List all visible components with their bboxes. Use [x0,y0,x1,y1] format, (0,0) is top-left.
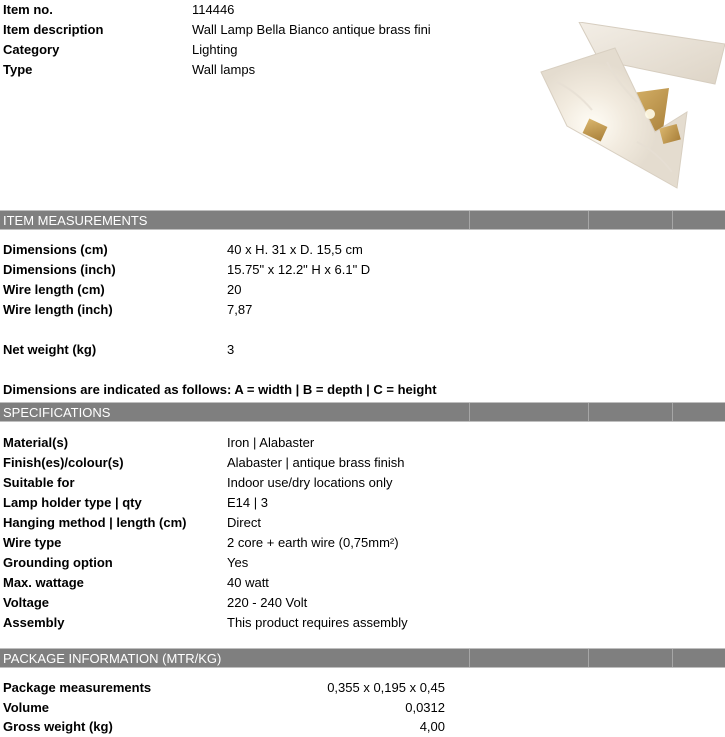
spec-row [0,573,725,593]
spec-value: Iron | Alabaster [227,435,315,450]
dimensions-inch-label: Dimensions (inch) [3,262,116,277]
wire-length-inch-label: Wire length (inch) [3,302,113,317]
measurement-row [0,240,725,260]
spec-value: Yes [227,555,249,570]
spec-row [0,593,725,613]
spec-label: Suitable for [3,475,75,490]
section-header-measurements [0,210,725,230]
spec-row [0,493,725,513]
spec-label: Lamp holder type | qty [3,495,142,510]
package-row [0,678,725,698]
net-weight-row [0,340,725,360]
dimensions-inch-value: 15.75" x 12.2" H x 6.1" D [227,262,371,277]
product-image [537,22,725,190]
package-row [0,717,725,737]
spec-value: 2 core + earth wire (0,75mm²) [227,535,399,550]
spec-value: 40 watt [227,575,269,590]
package-value: 4,00 [419,719,445,734]
bulb-glow [645,109,655,119]
dimensions-cm-label: Dimensions (cm) [3,242,108,257]
spec-label: Assembly [3,615,65,630]
dimensions-note: Dimensions are indicated as follows: A = width | B = depth | C = height [3,382,437,397]
package-label: Volume [3,700,49,715]
item-description-value: Wall Lamp Bella Bianco antique brass fini [192,22,431,37]
section-header-package [0,648,725,668]
header-row-item-no [0,0,725,20]
measurement-row [0,280,725,300]
dimensions-cm-value: 40 x H. 31 x D. 15,5 cm [227,242,363,257]
section-header-specifications [0,402,725,422]
category-label: Category [3,42,60,57]
item-description-label: Item description [3,22,104,37]
measurement-row [0,300,725,320]
spec-value: Indoor use/dry locations only [227,475,393,490]
spec-row [0,553,725,573]
spec-label: Hanging method | length (cm) [3,515,187,530]
spec-label: Max. wattage [3,575,84,590]
spec-value: This product requires assembly [227,615,408,630]
spec-label: Finish(es)/colour(s) [3,455,124,470]
package-label: Gross weight (kg) [3,719,113,734]
type-label: Type [3,62,33,77]
spec-row [0,453,725,473]
section-title-measurements: ITEM MEASUREMENTS [3,213,148,228]
category-value: Lighting [192,42,238,57]
spec-label: Grounding option [3,555,113,570]
spec-row [0,533,725,553]
measurement-row [0,260,725,280]
wire-length-inch-value: 7,87 [227,302,253,317]
package-row [0,698,725,718]
spec-row [0,473,725,493]
package-value: 0,355 x 0,195 x 0,45 [327,680,445,695]
type-value: Wall lamps [192,62,256,77]
spec-value: E14 | 3 [227,495,268,510]
net-weight-value: 3 [227,342,235,357]
wire-length-cm-label: Wire length (cm) [3,282,105,297]
net-weight-label: Net weight (kg) [3,342,97,357]
spec-row [0,433,725,453]
package-value: 0,0312 [405,700,445,715]
spec-value: Alabaster | antique brass finish [227,455,405,470]
spec-value: 220 - 240 Volt [227,595,308,610]
spec-row [0,613,725,633]
spec-value: Direct [227,515,261,530]
section-title-specifications: SPECIFICATIONS [3,405,111,420]
spec-row [0,513,725,533]
spec-label: Wire type [3,535,62,550]
section-title-package: PACKAGE INFORMATION (MTR/KG) [3,651,222,666]
item-no-label: Item no. [3,2,53,17]
spec-label: Voltage [3,595,49,610]
spec-label: Material(s) [3,435,69,450]
item-no-value: 114446 [192,2,235,17]
package-label: Package measurements [3,680,152,695]
wire-length-cm-value: 20 [227,282,242,297]
